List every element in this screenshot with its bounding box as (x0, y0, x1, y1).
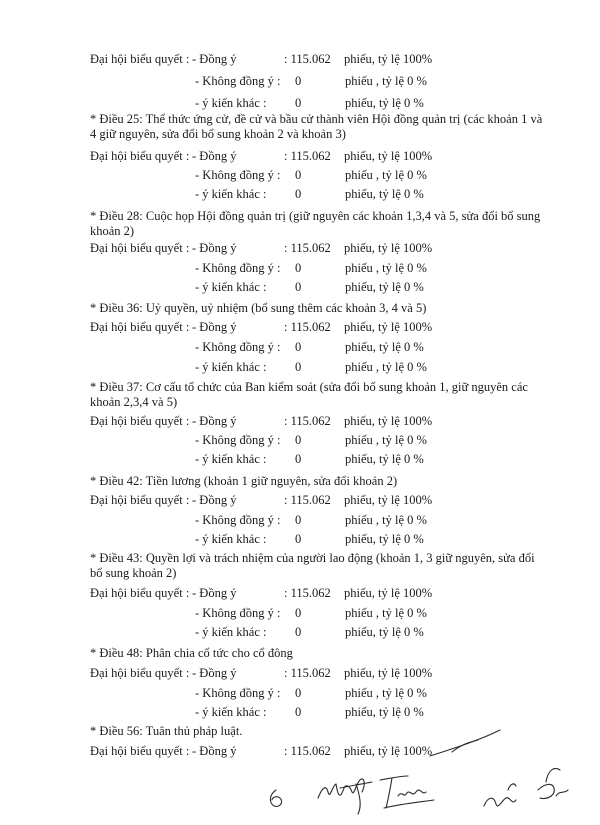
vote-label: - Đồng ý (192, 320, 237, 334)
article-title: * Điều 36: Uỷ quyền, uỷ nhiệm (bổ sung thêm các khoản 3, 4 và 5) (90, 301, 427, 315)
vote-prefix: Đại hội biểu quyết : (90, 493, 190, 507)
vote-rate: phiếu, tỷ lệ 100% (344, 52, 433, 66)
vote-value: 0 (295, 168, 302, 182)
vote-value: : 115.062 (284, 241, 331, 255)
vote-value: : 115.062 (284, 414, 331, 428)
vote-value: 0 (295, 606, 302, 620)
vote-prefix: Đại hội biểu quyết : (90, 586, 190, 600)
vote-label: - Đồng ý (192, 149, 237, 163)
vote-rate: phiếu, tỷ lệ 100% (344, 241, 433, 255)
vote-label: - ý kiến khác : (195, 96, 267, 110)
vote-value: 0 (295, 452, 302, 466)
vote-label: - Không đồng ý : (195, 168, 281, 182)
vote-rate: phiếu, tỷ lệ 0 % (345, 705, 424, 719)
vote-label: - Không đồng ý : (195, 513, 281, 527)
vote-value: 0 (295, 340, 302, 354)
vote-rate: phiếu, tỷ lệ 0 % (345, 452, 424, 466)
vote-prefix: Đại hội biểu quyết : (90, 414, 190, 428)
vote-value: : 115.062 (284, 149, 331, 163)
vote-label: - ý kiến khác : (195, 187, 267, 201)
vote-value: : 115.062 (284, 493, 331, 507)
vote-rate: phiếu , tỷ lệ 0 % (345, 74, 427, 88)
vote-label: - ý kiến khác : (195, 625, 267, 639)
vote-value: 0 (295, 280, 302, 294)
vote-label: - Đồng ý (192, 414, 237, 428)
vote-label: - Đồng ý (192, 586, 237, 600)
vote-rate: phiếu , tỷ lệ 0 % (345, 513, 427, 527)
vote-value: 0 (295, 261, 302, 275)
vote-rate: phiếu, tỷ lệ 0 % (345, 532, 424, 546)
vote-rate: phiếu, tỷ lệ 100% (344, 744, 433, 758)
vote-rate: phiếu, tỷ lệ 100% (344, 493, 433, 507)
vote-value: 0 (295, 187, 302, 201)
vote-label: - ý kiến khác : (195, 280, 267, 294)
vote-label: - Không đồng ý : (195, 261, 281, 275)
vote-label: - Không đồng ý : (195, 686, 281, 700)
vote-rate: phiếu, tỷ lệ 100% (344, 149, 433, 163)
vote-label: - Đồng ý (192, 493, 237, 507)
vote-prefix: Đại hội biểu quyết : (90, 52, 190, 66)
vote-rate: phiếu , tỷ lệ 0 % (345, 360, 427, 374)
vote-label: - Không đồng ý : (195, 74, 281, 88)
vote-value: 0 (295, 433, 302, 447)
vote-value: : 115.062 (284, 320, 331, 334)
vote-rate: phiếu, tỷ lệ 0 % (345, 96, 424, 110)
vote-prefix: Đại hội biểu quyết : (90, 149, 190, 163)
vote-value: 0 (295, 360, 302, 374)
article-title: * Điều 25: Thể thức ứng cử, đề cử và bầu cử thành viên Hội đồng quản trị (các khoản 1 và 4 giữ nguyên, sửa đổi bổ sung khoản 2 và khoản 3) (90, 112, 543, 141)
vote-value: : 115.062 (284, 666, 331, 680)
vote-value: : 115.062 (284, 52, 331, 66)
vote-label: - Đồng ý (192, 666, 237, 680)
vote-rate: phiếu, tỷ lệ 100% (344, 320, 433, 334)
vote-value: : 115.062 (284, 744, 331, 758)
vote-rate: phiếu, tỷ lệ 0 % (345, 187, 424, 201)
vote-label: - Đồng ý (192, 241, 237, 255)
vote-rate: phiếu, tỷ lệ 100% (344, 586, 433, 600)
vote-value: 0 (295, 74, 302, 88)
vote-value: 0 (295, 686, 302, 700)
vote-label: - ý kiến khác : (195, 452, 267, 466)
vote-value: 0 (295, 96, 302, 110)
vote-rate: phiếu , tỷ lệ 0 % (345, 686, 427, 700)
vote-rate: phiếu, tỷ lệ 0 % (345, 280, 424, 294)
vote-rate: phiếu , tỷ lệ 0 % (345, 261, 427, 275)
vote-prefix: Đại hội biểu quyết : (90, 320, 190, 334)
vote-value: 0 (295, 705, 302, 719)
vote-rate: phiếu , tỷ lệ 0 % (345, 168, 427, 182)
vote-label: - ý kiến khác : (195, 360, 267, 374)
article-title: * Điều 56: Tuân thủ pháp luật. (90, 724, 243, 738)
vote-value: 0 (295, 513, 302, 527)
vote-label: - Không đồng ý : (195, 433, 281, 447)
vote-value: : 115.062 (284, 586, 331, 600)
vote-prefix: Đại hội biểu quyết : (90, 241, 190, 255)
article-title: * Điều 28: Cuộc họp Hội đồng quản trị (giữ nguyên các khoản 1,3,4 và 5, sửa đổi bổ sung khoản 2) (90, 209, 541, 238)
vote-rate: phiếu, tỷ lệ 100% (344, 414, 433, 428)
vote-label: - Đồng ý (192, 52, 237, 66)
vote-value: 0 (295, 625, 302, 639)
vote-value: 0 (295, 532, 302, 546)
vote-prefix: Đại hội biểu quyết : (90, 666, 190, 680)
vote-label: - Không đồng ý : (195, 340, 281, 354)
vote-label: - ý kiến khác : (195, 532, 267, 546)
article-title: * Điều 37: Cơ cấu tổ chức của Ban kiểm soát (sửa đổi bổ sung khoản 1, giữ nguyên các khoản 2,3,4 và 5) (90, 380, 528, 409)
article-title: * Điều 43: Quyền lợi và trách nhiệm của người lao động (khoản 1, 3 giữ nguyên, sửa đổi bổ sung khoản 2) (90, 551, 535, 580)
vote-rate: phiếu , tỷ lệ 0 % (345, 606, 427, 620)
vote-rate: phiếu, tỷ lệ 0 % (345, 340, 424, 354)
article-title: * Điều 48: Phân chia cổ tức cho cổ đông (90, 646, 293, 660)
vote-label: - Đồng ý (192, 744, 237, 758)
vote-prefix: Đại hội biểu quyết : (90, 744, 190, 758)
vote-rate: phiếu, tỷ lệ 100% (344, 666, 433, 680)
vote-rate: phiếu, tỷ lệ 0 % (345, 625, 424, 639)
vote-rate: phiếu , tỷ lệ 0 % (345, 433, 427, 447)
article-title: * Điều 42: Tiền lương (khoản 1 giữ nguyên, sửa đổi khoản 2) (90, 474, 398, 488)
vote-label: - ý kiến khác : (195, 705, 267, 719)
vote-label: - Không đồng ý : (195, 606, 281, 620)
